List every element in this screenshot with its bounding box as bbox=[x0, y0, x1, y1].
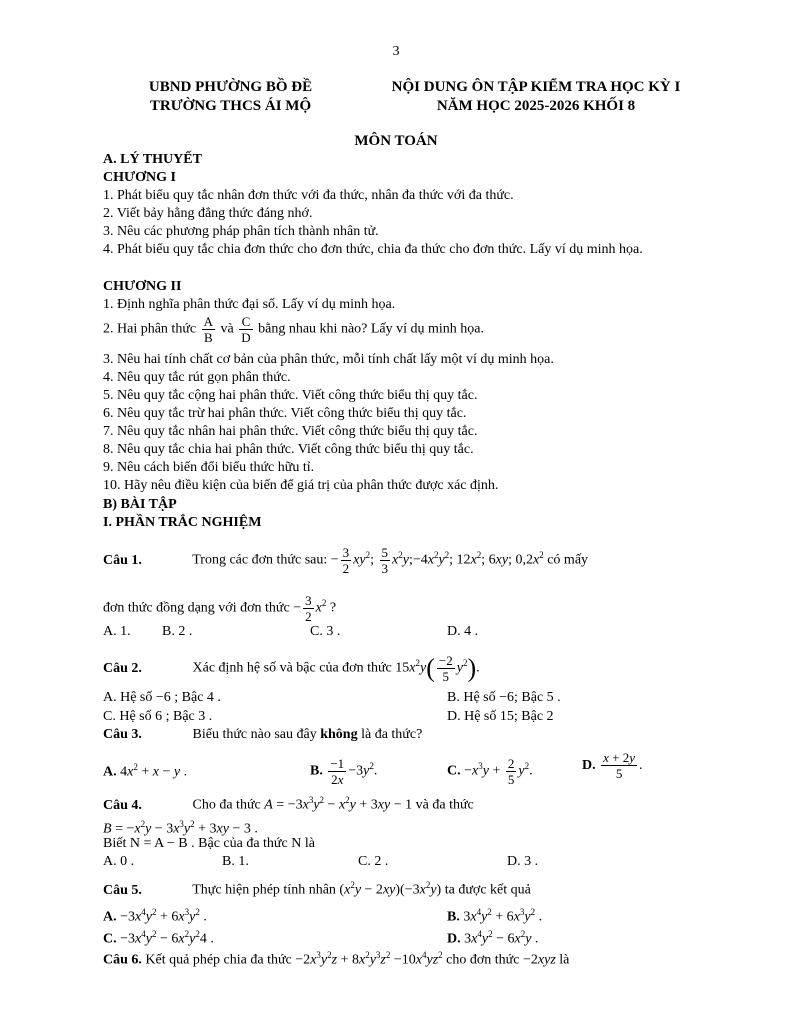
question-4-line2: $B = -x^2y - 3x^3y^2 + 3xy - 3$ . bbox=[103, 819, 258, 837]
q1-option-b[interactable]: B. 2 . bbox=[162, 624, 193, 639]
question-6: Câu 6. Kết quả phép chia đa thức $-2x^3y^2z + 8x^2y^3z^2 -10x^4yz^2$ cho đơn thức −2xyz là bbox=[103, 950, 570, 968]
chapter1-item: 2. Viết bảy hằng đẳng thức đáng nhớ. bbox=[103, 206, 313, 221]
chapter1-item: 1. Phát biểu quy tắc nhân đơn thức với đa thức, nhân đa thức với đa thức. bbox=[103, 188, 514, 203]
q3-option-a[interactable]: A. $4x^2 + x - y$ . bbox=[103, 762, 188, 780]
q4-option-a[interactable]: A. 0 . bbox=[103, 854, 135, 869]
q5-option-c[interactable]: C. $-3x^4y^2 - 6x^2y^24$ . bbox=[103, 929, 214, 947]
section-a-heading: A. LÝ THUYẾT bbox=[103, 152, 202, 167]
q4-option-c[interactable]: C. 2 . bbox=[358, 854, 389, 869]
subject-title: MÔN TOÁN bbox=[354, 133, 438, 149]
header-right bbox=[356, 78, 716, 116]
question-label: Câu 3. bbox=[103, 727, 142, 742]
chapter2-item: 9. Nêu cách biến đổi biểu thức hữu tỉ. bbox=[103, 460, 315, 475]
chapter2-item-fraction: 2. Hai phân thức $\frac{A}{B}$ và $\frac{C}{D}$ bằng nhau khi nào? Lấy ví dụ minh họa. bbox=[103, 314, 485, 345]
chapter2-item: 8. Nêu quy tắc chia hai phân thức. Viết công thức biểu thị quy tắc. bbox=[103, 442, 474, 457]
chapter1-item: 3. Nêu các phương pháp phân tích thành nhân tử. bbox=[103, 224, 379, 239]
q2-option-a[interactable]: A. Hệ số −6 ; Bậc 4 . bbox=[103, 690, 221, 705]
q3-option-d[interactable]: D. $\frac{x + 2y}{5}$ . bbox=[582, 750, 643, 782]
chapter2-heading: CHƯƠNG II bbox=[103, 279, 182, 294]
question-5: Câu 5. Thực hiện phép tính nhân $(x^2y - 2xy)(-3x^2y)$ ta được kết quả bbox=[103, 872, 708, 904]
q1-option-c[interactable]: C. 3 . bbox=[310, 624, 341, 639]
q3-option-b[interactable]: B. $\frac{-1}{2x}$ $-3y^2$. bbox=[310, 755, 378, 787]
chapter2-item: 10. Hãy nêu điều kiện của biến để giá trị của phân thức được xác định. bbox=[103, 478, 499, 493]
q1-option-a[interactable]: A. 1. bbox=[103, 624, 131, 639]
document-title: NỘI DUNG ÔN TẬP KIỂM TRA HỌC KỲ I bbox=[391, 79, 681, 95]
question-3: Câu 3. Biểu thức nào sau đây không là đa thức? bbox=[103, 727, 423, 742]
q5-option-a[interactable]: A. $-3x^4y^2 + 6x^3y^2$ . bbox=[103, 907, 207, 925]
q2-option-c[interactable]: C. Hệ số 6 ; Bậc 3 . bbox=[103, 709, 213, 724]
fraction-a-b: $\frac{A}{B}$ bbox=[203, 314, 214, 345]
q5-option-b[interactable]: B. $3x^4y^2 + 6x^3y^2$ . bbox=[447, 907, 543, 925]
chapter2-item: 4. Nêu quy tắc rút gọn phân thức. bbox=[103, 370, 291, 385]
q2-option-d[interactable]: D. Hệ số 15; Bậc 2 bbox=[447, 709, 554, 724]
question-1: Câu 1. Trong các đơn thức sau: − $\frac{3}{2}$ $xy^2$; $\frac{5}{3}$ $x^2y;-4x^2y^2$; $12x^2$; 6xy; $0,2x^2$ có mấy bbox=[103, 537, 708, 579]
fraction-c-d: $\frac{C}{D}$ bbox=[241, 314, 251, 345]
school-name: TRƯỜNG THCS ÁI MỘ bbox=[149, 98, 312, 114]
question-4-line3: Biết N = A − B . Bậc của đa thức N là bbox=[103, 836, 315, 851]
question-label: Câu 4. bbox=[103, 797, 142, 813]
q2-option-b[interactable]: B. Hệ số −6; Bậc 5 . bbox=[447, 690, 561, 705]
q3-option-c[interactable]: C. $-x^3y$ + $\frac{2}{5}$ $y^2$. bbox=[447, 755, 533, 787]
question-label: Câu 6. bbox=[103, 952, 142, 968]
q1-option-d[interactable]: D. 4 . bbox=[447, 624, 479, 639]
question-label: Câu 2. bbox=[103, 660, 142, 676]
page-number: 3 bbox=[392, 44, 400, 59]
chapter2-item: 6. Nêu quy tắc trừ hai phân thức. Viết công thức biểu thị quy tắc. bbox=[103, 406, 467, 421]
school-year: NĂM HỌC 2025-2026 KHỐI 8 bbox=[436, 98, 636, 114]
question-4: Câu 4. Cho đa thức $A = -3x^3y^2 - x^2y + 3xy - 1$ và đa thức bbox=[103, 795, 474, 813]
chapter2-item: 5. Nêu quy tắc cộng hai phân thức. Viết công thức biểu thị quy tắc. bbox=[103, 388, 478, 403]
section-b-heading: B) BÀI TẬP bbox=[103, 497, 177, 512]
header-left bbox=[118, 78, 343, 116]
chapter2-item: 7. Nêu quy tắc nhân hai phân thức. Viết công thức biểu thị quy tắc. bbox=[103, 424, 478, 439]
question-2: Câu 2. Xác định hệ số và bậc của đơn thức $15x^2y$( $\frac{-2}{5}$ $y^2$). bbox=[103, 645, 708, 687]
chapter1-heading: CHƯƠNG I bbox=[103, 170, 176, 185]
q4-option-b[interactable]: B. 1. bbox=[222, 854, 249, 869]
chapter1-item: 4. Phát biểu quy tắc chia đơn thức cho đơn thức, chia đa thức cho đơn thức. Lấy ví dụ minh họa. bbox=[103, 242, 643, 257]
question-1-line2: đơn thức đồng dạng với đơn thức − $\frac{3}{2}$ $x^2$ ? bbox=[103, 592, 337, 624]
q5-option-d[interactable]: D. $3x^4y^2 - 6x^2y$ . bbox=[447, 929, 539, 947]
question-label: Câu 5. bbox=[103, 882, 142, 898]
question-label: Câu 1. bbox=[103, 552, 142, 568]
chapter2-item: 3. Nêu hai tính chất cơ bản của phân thức, mỗi tính chất lấy một ví dụ minh họa. bbox=[103, 352, 554, 367]
part1-heading: I. PHẦN TRẮC NGHIỆM bbox=[103, 515, 262, 530]
q4-option-d[interactable]: D. 3 . bbox=[507, 854, 539, 869]
ward-name: UBND PHƯỜNG BỒ ĐỀ bbox=[148, 79, 313, 95]
chapter2-item: 1. Định nghĩa phân thức đại số. Lấy ví dụ minh họa. bbox=[103, 297, 396, 312]
